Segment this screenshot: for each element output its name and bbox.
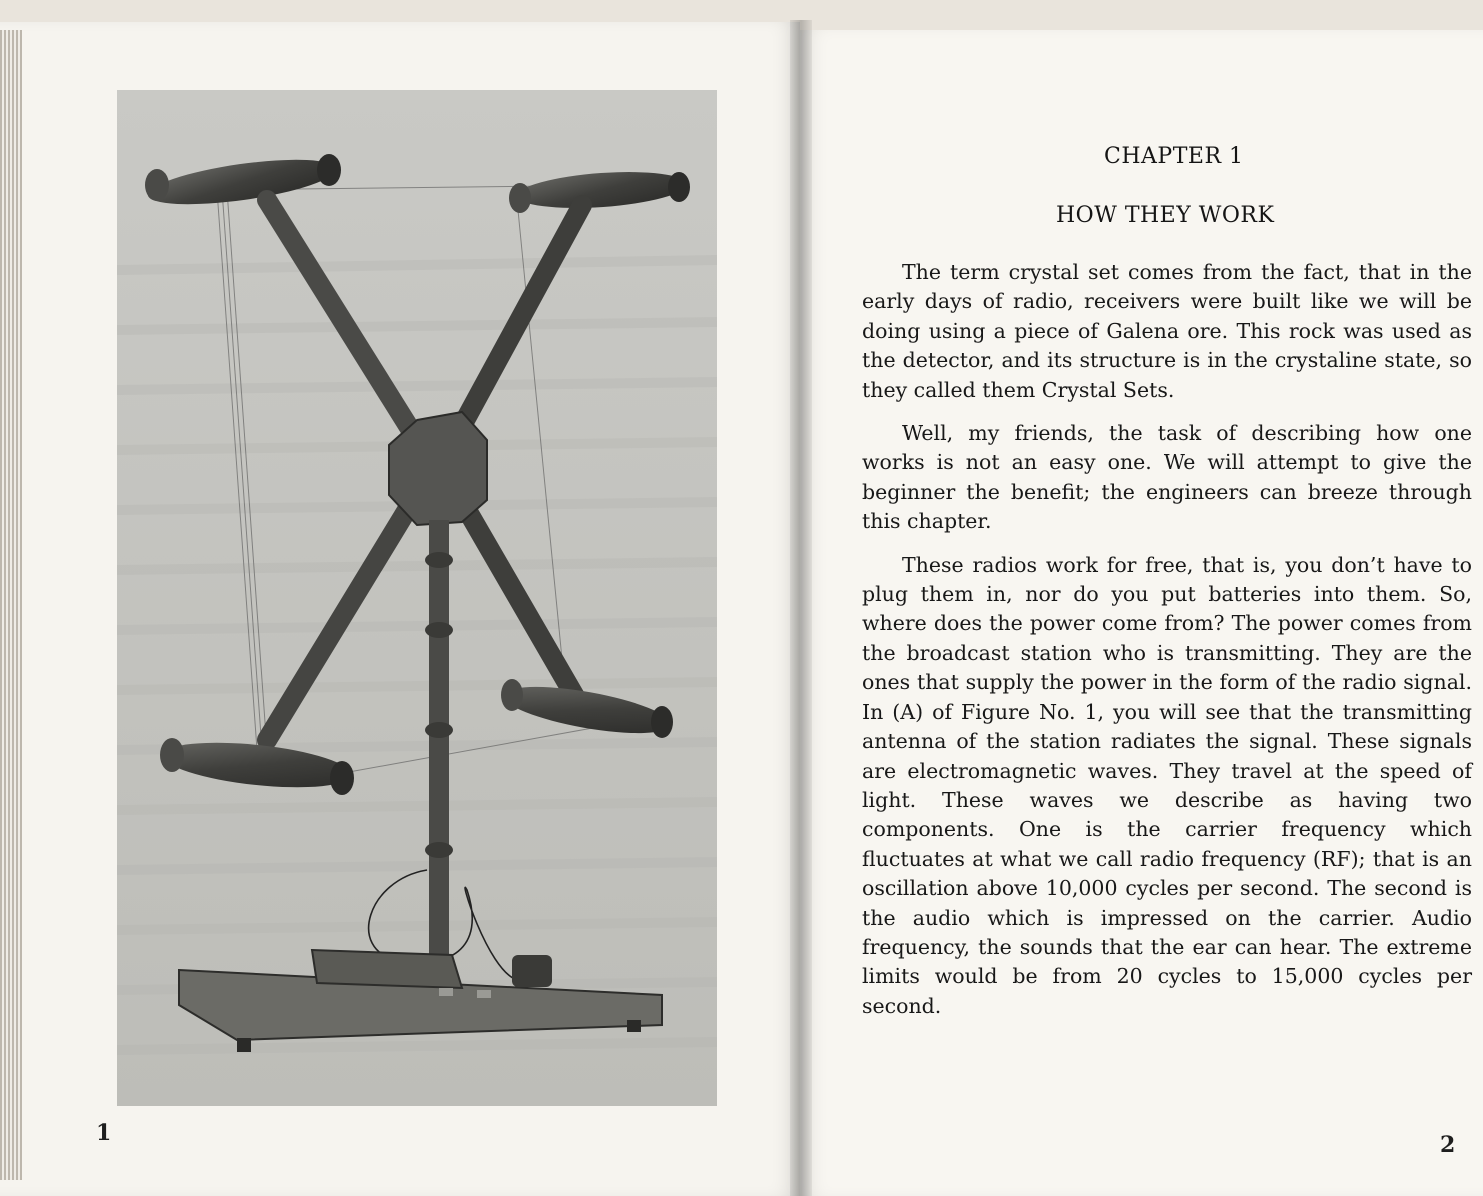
detector-component bbox=[512, 955, 552, 987]
paragraph: Well, my friends, the task of describing how one works is not an easy one. We will attempt to give the beginner the benefit; the engineers can breeze through this chapter. bbox=[862, 421, 1472, 534]
paragraph: These radios work for free, that is, you don’t have to plug them in, nor do you put batteries into them. So, where does the power come from? The power comes from the broadcast station who is transmitting. They are the ones that supply the power in the form of the radio signal. In (A) of Figure No. 1, you will see that the transmitting antenna of the station radiates the signal. These signals are electromagnetic waves. They travel at the speed of light. These waves we describe as having two components. One is the carrier frequency which fluctuates at what we call radio frequency (RF); that is an oscillation above 10,000 cycles per second. The second is the audio which is impressed on the carrier. Audio frequency, the sounds that the ear can hear. The extreme limits would be from 20 cycles to 15,000 cycles per second. bbox=[862, 552, 1472, 1018]
chapter-title: HOW THEY WORK bbox=[1056, 203, 1275, 228]
vertical-post bbox=[429, 520, 449, 960]
right-page-number: 2 bbox=[1440, 1132, 1456, 1158]
left-page-number: 1 bbox=[96, 1120, 112, 1146]
crystal-set-photo bbox=[117, 90, 717, 1106]
chapter-label: CHAPTER 1 bbox=[1104, 144, 1244, 169]
antenna-stand-illustration bbox=[117, 90, 717, 1106]
page-edges bbox=[0, 30, 22, 1180]
chapter-body bbox=[862, 258, 1472, 1035]
book-gutter bbox=[790, 20, 812, 1196]
paragraph: The term crystal set comes from the fact, that in the early days of radio, receivers were built like we will be doing using a piece of Galena ore. This rock was used as the detector, and its structure is in the crystaline state, so they called them Crystal Sets. bbox=[862, 260, 1472, 402]
